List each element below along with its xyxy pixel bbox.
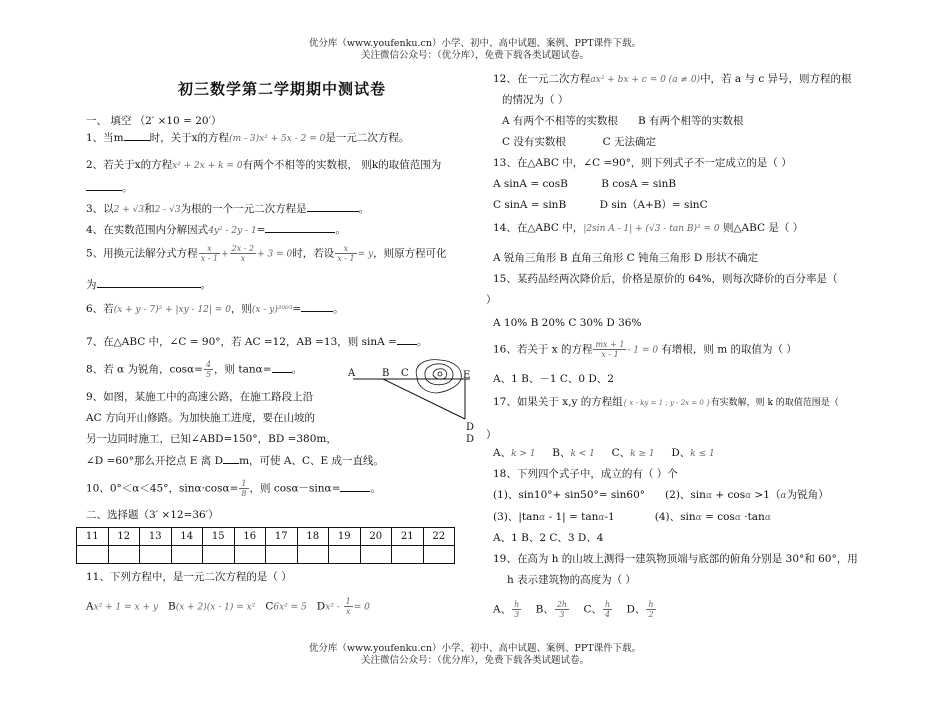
question-14: 14、在△ABC 中，|2sin A - 1| + (√3 - tan B)² = 0 则△ABC 是（ ） bbox=[493, 222, 804, 234]
answer-cell[interactable] bbox=[329, 546, 361, 564]
answer-cell[interactable] bbox=[297, 546, 329, 564]
question-8: 8、若 α 为锐角，cosα= $\frac{4}{5}$ ，则 tanα= 。 bbox=[86, 360, 302, 379]
section-2-heading: 二、选择题（3′ ×12=36′） bbox=[86, 509, 219, 521]
answer-blank[interactable] bbox=[307, 201, 359, 212]
contour-outer bbox=[416, 360, 461, 393]
question-14-options: A 锐角三角形 B 直角三角形 C 钝角三角形 D 形状不确定 bbox=[493, 252, 759, 264]
figure-label-c: C bbox=[401, 368, 409, 379]
contour-inner bbox=[433, 369, 447, 379]
page-title: 初三数学第二学期期中测试卷 bbox=[178, 80, 387, 98]
question-16-options: A、1 B、－1 C、0 D、2 bbox=[493, 373, 614, 385]
grid-header: 12 bbox=[108, 528, 140, 546]
question-17: 17、如果关于 x,y 的方程组{ x - ky = 1 ; y - 2x = 0 }有实数解，则 k 的取值范围是（ bbox=[493, 396, 839, 408]
question-11: 11、下列方程中，是一元二次方程的是（ ） bbox=[86, 571, 292, 583]
question-9-line-4: ∠D =60°那么开挖点 E 离 D m，可使 A、C、E 成一直线。 bbox=[86, 455, 384, 467]
grid-header: 18 bbox=[297, 528, 329, 546]
question-19: 19、在高为 h 的山坡上测得一建筑物顶端与底部的俯角分别是 30°和 60°，用 bbox=[493, 553, 858, 565]
answer-blank[interactable] bbox=[223, 453, 239, 464]
question-18: 18、下列四个式子中，成立的有（ ）个 bbox=[493, 468, 678, 480]
answer-cell[interactable] bbox=[171, 546, 203, 564]
question-2: 2、若关于x的方程x² + 2x + k = 0有两个不相等的实数根， 则k的取值范围为 bbox=[86, 159, 442, 171]
question-15-cont: ） bbox=[486, 294, 497, 306]
question-1: 1、当m 时，关于x的方程(m - 3)x² + 5x - 2 = 0是一元二次方程。 bbox=[86, 132, 410, 144]
answer-cell[interactable] bbox=[266, 546, 298, 564]
grid-header: 19 bbox=[329, 528, 361, 546]
question-13-options-1: A sinA = cosB B cosA = sinB bbox=[493, 178, 677, 190]
answer-blank[interactable] bbox=[301, 301, 333, 312]
question-12-cont: 的情况为（ ） bbox=[502, 94, 569, 106]
question-2-cont: 。 bbox=[86, 180, 133, 195]
question-17-options: A、k > 1 B、k < 1 C、k ≥ 1 D、k ≤ 1 bbox=[493, 447, 715, 459]
grid-header: 22 bbox=[423, 528, 455, 546]
answer-blank[interactable] bbox=[97, 277, 201, 288]
footer-line-2: 关注微信公众号：（优分库），免费下载各类试题试卷。 bbox=[360, 655, 589, 666]
answer-blank[interactable] bbox=[265, 222, 335, 233]
question-6: 6、若(x + y - 7)² + |xy - 12| = 0，则(x - y)²⁰⁰³= 。 bbox=[86, 303, 344, 315]
question-13-options-2: C sinA = sinB D sin（A+B）= sinC bbox=[493, 199, 708, 211]
grid-header: 21 bbox=[392, 528, 424, 546]
question-9-line-1: 9、如图，某施工中的高速公路，在施工路段上沿 bbox=[86, 391, 314, 403]
figure-label-b: B bbox=[382, 368, 390, 379]
answer-grid bbox=[76, 527, 455, 564]
grid-header: 13 bbox=[140, 528, 172, 546]
answer-blank[interactable] bbox=[124, 130, 150, 141]
question-19-options: A、 $\frac{h}{3}$ B、 $\frac{2h}{3}$ C、 $\frac{h}{4}$ D、 $\frac{h}{2}$ bbox=[493, 600, 654, 619]
answer-cell[interactable] bbox=[234, 546, 266, 564]
header-line-1: 优分库（www.youfenku.cn）小学、初中、高中试题、案例、PPT课件下载。 bbox=[308, 38, 642, 49]
section-1-heading: 一、 填空 （2′ ×10 = 20′） bbox=[86, 115, 222, 127]
question-5-cont: 为 。 bbox=[86, 279, 211, 291]
question-18-options: A、1 B、2 C、3 D、4 bbox=[493, 532, 604, 544]
answer-blank[interactable] bbox=[86, 180, 122, 191]
answer-grid-answer-row bbox=[77, 546, 455, 564]
question-15-options: A 10% B 20% C 30% D 36% bbox=[493, 317, 642, 329]
question-15: 15、某药品经两次降价后，价格是原价的 64%，则每次降价的百分率是（ bbox=[493, 273, 838, 285]
footer-line-1: 优分库（www.youfenku.cn）小学、初中、高中试题、案例、PPT课件下载。 bbox=[308, 643, 642, 654]
question-12: 12、在一元二次方程ax² + bx + c = 0 (a ≠ 0)中，若 a 与 c 异号，则方程的根 bbox=[493, 73, 852, 85]
summit-mark bbox=[438, 372, 442, 376]
answer-grid-header-row bbox=[77, 528, 455, 546]
grid-header: 20 bbox=[360, 528, 392, 546]
answer-cell[interactable] bbox=[423, 546, 455, 564]
figure-label-d: D bbox=[466, 422, 475, 433]
answer-blank[interactable] bbox=[340, 481, 370, 492]
grid-header: 11 bbox=[77, 528, 109, 546]
question-13: 13、在△ABC 中，∠C =90°，则下列式子不一定成立的是（ ） bbox=[493, 157, 792, 169]
figure-label-d-2: D bbox=[466, 434, 475, 445]
question-9-line-3: 另一边同时施工，已知∠ABD=150°，BD =380m， bbox=[86, 433, 337, 445]
answer-cell[interactable] bbox=[77, 546, 109, 564]
question-18-line-2: (3)、|tanα - 1| = tanα-1 (4)、sinα = cosα ·tanα bbox=[493, 511, 771, 523]
answer-cell[interactable] bbox=[140, 546, 172, 564]
header-line-2: 关注微信公众号：（优分库），免费下载各类试题试卷。 bbox=[360, 50, 589, 61]
answer-cell[interactable] bbox=[108, 546, 140, 564]
answer-blank[interactable] bbox=[272, 362, 292, 373]
grid-header: 16 bbox=[234, 528, 266, 546]
contour-mid bbox=[425, 364, 453, 385]
question-16: 16、若关于 x 的方程 $\frac{mx + 1}{x - 1}$ - 1 = 0 有增根，则 m 的取值为（ ） bbox=[493, 340, 797, 359]
question-10: 10、0°＜α＜45°，sinα·cosα= $\frac{1}{8}$ ，则 cosα－sinα= 。 bbox=[86, 479, 381, 498]
figure-label-e: E bbox=[463, 370, 471, 381]
question-17-cont: ） bbox=[486, 429, 497, 441]
grid-header: 14 bbox=[171, 528, 203, 546]
answer-cell[interactable] bbox=[392, 546, 424, 564]
figure-label-a: A bbox=[348, 368, 356, 379]
answer-cell[interactable] bbox=[203, 546, 235, 564]
question-18-line-1: (1)、sin10°+ sin50°= sin60° (2)、sinα + cosα >1（α为锐角） bbox=[493, 489, 829, 501]
question-12-options-2: C 没有实数根 C 无法确定 bbox=[502, 136, 656, 148]
question-5: 5、用换元法解分式方程 $\frac{x}{x - 1}$ + $\frac{2x - 2}{x}$ + 3 = 0时，若设 $\frac{x}{x - 1}$ = y，则原方程可化 bbox=[86, 244, 447, 263]
question-3: 3、以2 + √3和2 - √3为根的一个一元二次方程是 。 bbox=[86, 203, 370, 215]
grid-header: 17 bbox=[266, 528, 298, 546]
line-bd bbox=[383, 379, 465, 419]
question-19-cont: h 表示建筑物的高度为（ ） bbox=[507, 574, 636, 586]
answer-cell[interactable] bbox=[360, 546, 392, 564]
question-4: 4、在实数范围内分解因式4y² - 2y - 1= 。 bbox=[86, 224, 346, 236]
mountain-road-figure bbox=[345, 355, 480, 435]
question-12-options-1: A 有两个不相等的实数根 B 有两个相等的实数根 bbox=[502, 115, 744, 127]
question-11-options: Ax² + 1 = x + y B(x + 2)(x - 1) = x² C6x² = 5 Dx² - $\frac{1}{x}$ = 0 bbox=[86, 597, 370, 616]
answer-blank[interactable] bbox=[397, 334, 417, 345]
question-7: 7、在△ABC 中，∠C = 90°，若 AC =12，AB =13，则 sinA = 。 bbox=[86, 336, 428, 348]
question-9-line-2: AC 方向开山修路。为加快施工进度，要在山坡的 bbox=[86, 412, 315, 424]
grid-header: 15 bbox=[203, 528, 235, 546]
